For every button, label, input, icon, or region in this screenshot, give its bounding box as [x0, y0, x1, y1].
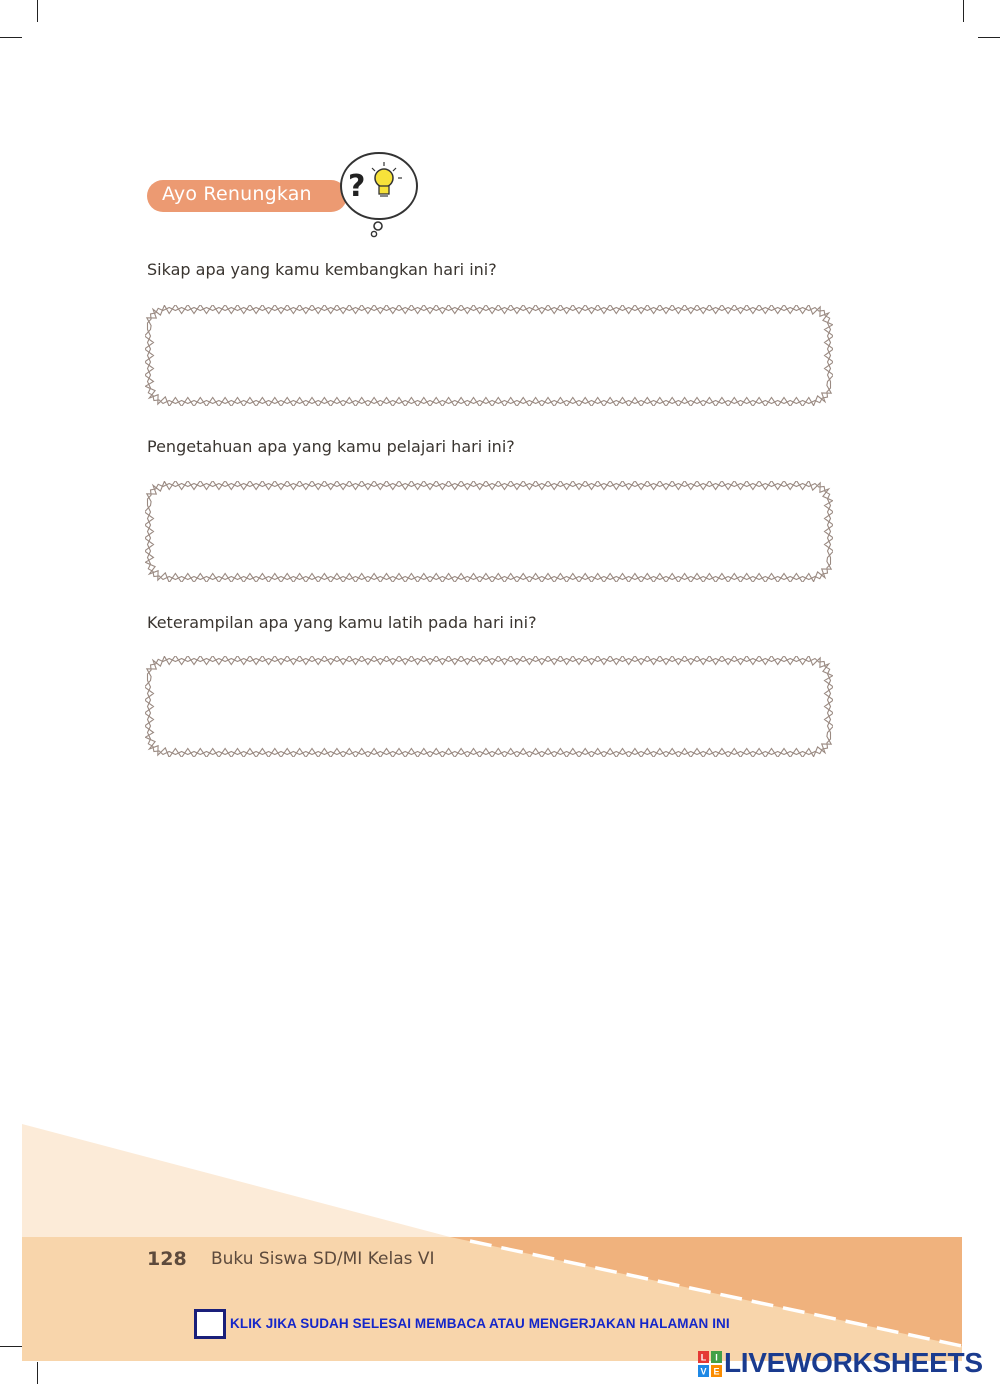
liveworksheets-wordmark: LIVEWORKSHEETS [724, 1347, 983, 1378]
logo-letter: I [715, 1352, 718, 1363]
question-label: Sikap apa yang kamu kembangkan hari ini? [147, 260, 497, 279]
crop-mark [37, 0, 38, 22]
crop-mark [963, 0, 964, 22]
answer-input-sikap[interactable] [161, 319, 819, 393]
section-title: Ayo Renungkan [162, 183, 312, 205]
completion-checkbox[interactable] [194, 1309, 226, 1339]
logo-letter: L [700, 1352, 707, 1363]
lightbulb-question-icon [334, 148, 424, 240]
answer-box [145, 656, 833, 757]
answer-box [145, 305, 833, 406]
question-label: Pengetahuan apa yang kamu pelajari hari ini? [147, 437, 515, 456]
svg-text:?: ? [348, 169, 366, 204]
answer-input-pengetahuan[interactable] [161, 495, 819, 569]
crop-mark [0, 37, 22, 38]
logo-letter: V [700, 1366, 707, 1377]
page-number: 128 [147, 1248, 187, 1270]
footer-band [0, 1110, 1000, 1384]
answer-input-keterampilan[interactable] [161, 670, 819, 744]
liveworksheets-mark-icon [698, 1351, 722, 1377]
answer-box [145, 481, 833, 582]
book-title: Buku Siswa SD/MI Kelas VI [211, 1249, 435, 1269]
logo-letter: E [713, 1366, 720, 1377]
question-label: Keterampilan apa yang kamu latih pada hari ini? [147, 613, 537, 632]
crop-mark [978, 37, 1000, 38]
completion-label[interactable]: KLIK JIKA SUDAH SELESAI MEMBACA ATAU MENGERJAKAN HALAMAN INI [230, 1316, 730, 1331]
